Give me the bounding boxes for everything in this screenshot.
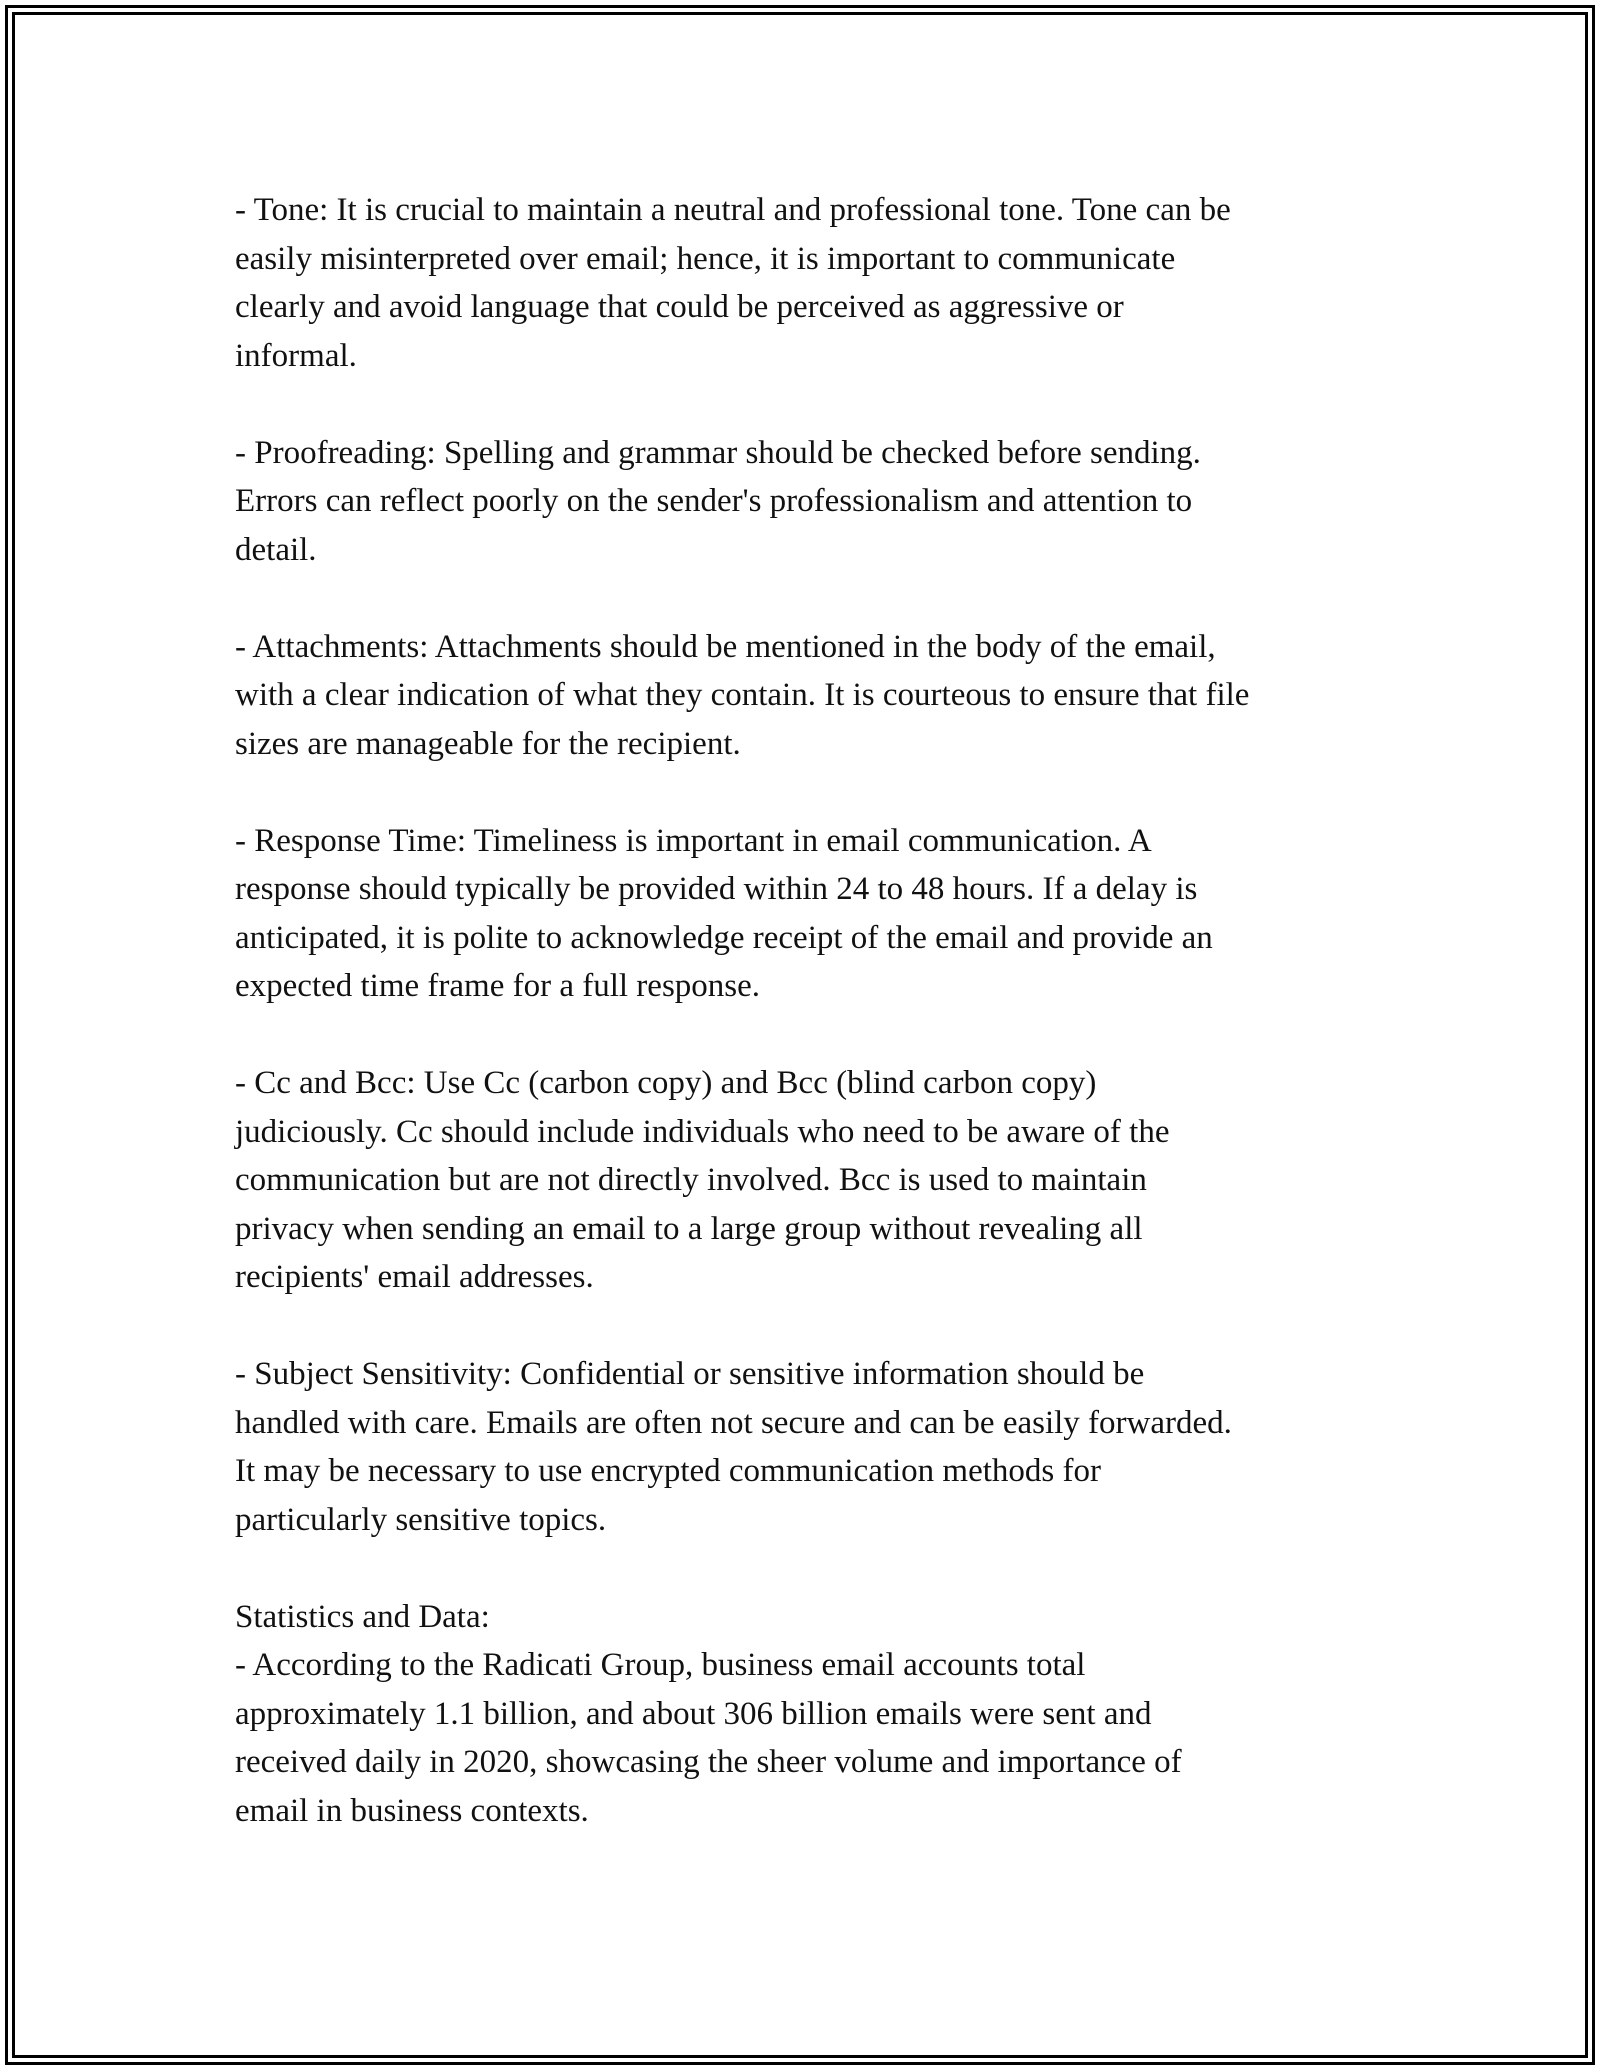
text-line: Errors can reflect poorly on the sender's professionalism and attention to [235,483,1193,519]
text-line: sizes are manageable for the recipient. [235,725,741,762]
text-line: - Proofreading: Spelling and grammar should be checked before sending. [235,434,1201,471]
text-line: communication but are not directly involved. Bcc is used to maintain [235,1162,1147,1198]
statistics-section [235,1593,1385,1836]
text-line: approximately 1.1 billion, and about 306 billion emails were sent and [235,1695,1152,1732]
text-line: particularly sensitive topics. [235,1501,607,1538]
text-line: judiciously. Cc should include individuals who need to be aware of the [235,1113,1170,1150]
text-line: handled with care. Emails are often not secure and can be easily forwarded. [235,1404,1232,1441]
text-line: privacy when sending an email to a large group without revealing all [235,1210,1143,1247]
text-line: - According to the Radicati Group, business email accounts total [235,1647,1086,1683]
paragraph-attachments [235,623,1385,769]
text-line: anticipated, it is polite to acknowledge receipt of the email and provide an [235,919,1213,956]
text-line: response should typically be provided within 24 to 48 hours. If a delay is [235,871,1198,907]
text-line: - Subject Sensitivity: Confidential or sensitive information should be [235,1356,1145,1392]
text-line: informal. [235,337,357,374]
text-line: email in business contexts. [235,1792,589,1829]
paragraph-response-time [235,817,1385,1011]
paragraph-tone [235,186,1385,380]
text-line: clearly and avoid language that could be perceived as aggressive or [235,289,1124,325]
text-line: - Tone: It is crucial to maintain a neutral and professional tone. Tone can be [235,192,1231,228]
text-line: easily misinterpreted over email; hence, it is important to communicate [235,240,1176,277]
text-line: expected time frame for a full response. [235,968,761,1004]
document-body [235,186,1385,1835]
text-line: with a clear indication of what they contain. It is courteous to ensure that file [235,677,1250,713]
text-line: - Response Time: Timeliness is important in email communication. A [235,822,1152,859]
text-line: received daily in 2020, showcasing the sheer volume and importance of [235,1744,1182,1780]
text-line: It may be necessary to use encrypted communication methods for [235,1453,1101,1489]
text-line: - Cc and Bcc: Use Cc (carbon copy) and Bcc (blind carbon copy) [235,1065,1097,1101]
paragraph-cc-bcc [235,1059,1385,1302]
paragraph-subject-sensitivity [235,1350,1385,1544]
statistics-heading: Statistics and Data: [235,1598,490,1635]
paragraph-proofreading [235,429,1385,575]
text-line: - Attachments: Attachments should be mentioned in the body of the email, [235,628,1216,665]
text-line: recipients' email addresses. [235,1259,594,1295]
text-line: detail. [235,531,317,568]
